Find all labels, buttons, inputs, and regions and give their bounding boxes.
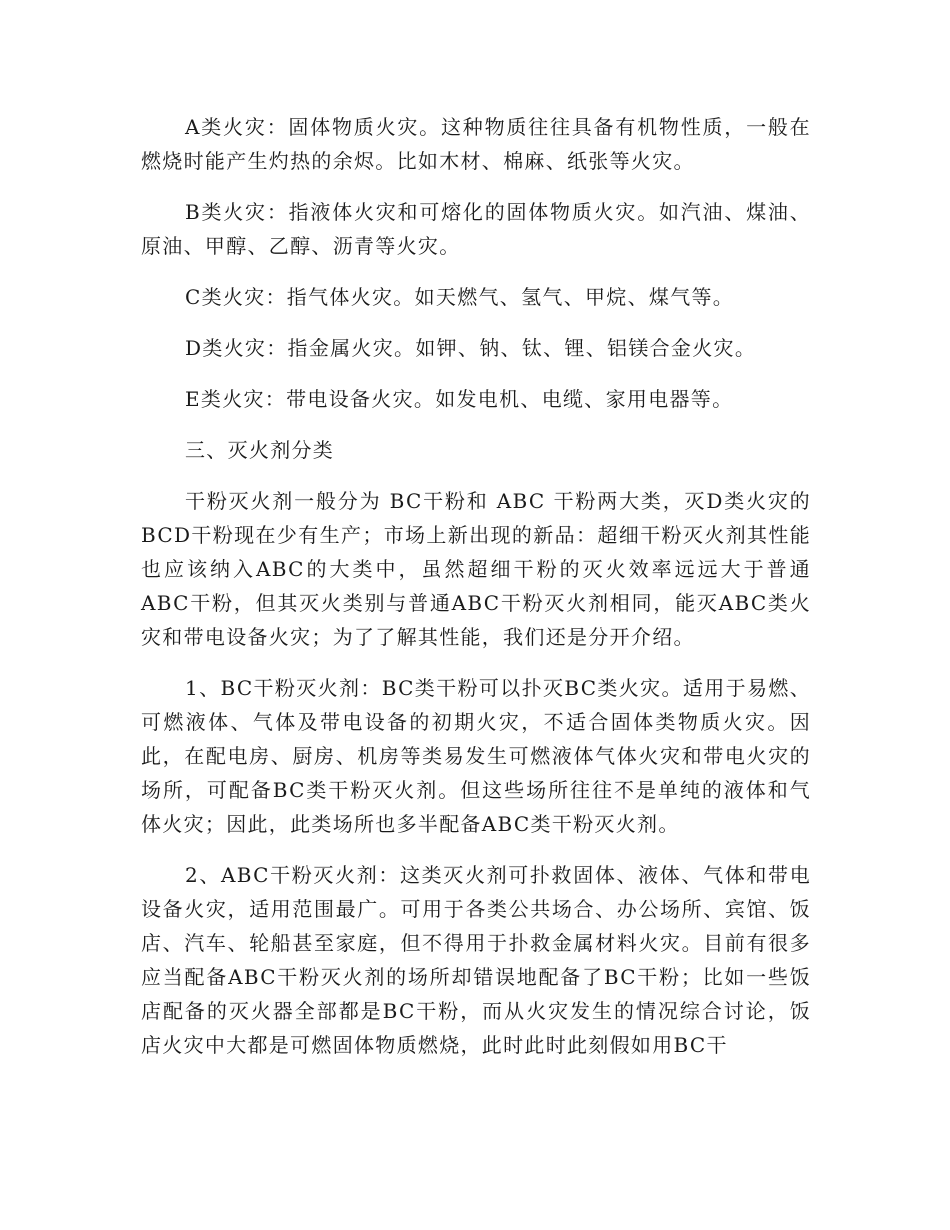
paragraph-bc-dry-powder: 1、BC干粉灭火剂：BC类干粉可以扑灭BC类火灾。适用于易燃、可燃液体、气体及带电设备的初期火灾，不适合固体类物质火灾。因此，在配电房、厨房、机房等类易发生可燃液体气体火灾和带电火灾的场所，可配备BC类干粉灭火剂。但这些场所往往不是单纯的液体和气体火灾；因此，此类场所也多半配备ABC类干粉灭火剂。 — [141, 676, 811, 836]
paragraph-abc-dry-powder: 2、ABC干粉灭火剂：这类灭火剂可扑救固体、液体、气体和带电设备火灾，适用范围最广。可用于各类公共场合、办公场所、宾馆、饭店、汽车、轮船甚至家庭，但不得用于扑救金属材料火灾。目前有很多应当配备ABC干粉灭火剂的场所却错误地配备了BC干粉；比如一些饭店配备的灭火器全部都是BC干粉，而从火灾发生的情况综合讨论，饭店火灾中大都是可燃固体物质燃烧，此时此时此刻假如用BC干 — [141, 863, 811, 1057]
paragraph-class-b-fire: B类火灾：指液体火灾和可熔化的固体物质火灾。如汽油、煤油、原油、甲醇、乙醇、沥青等火灾。 — [141, 200, 811, 258]
paragraph-dry-powder-overview: 干粉灭火剂一般分为 BC干粉和 ABC 干粉两大类，灭D类火灾的BCD干粉现在少有生产；市场上新出现的新品：超细干粉灭火剂其性能也应该纳入ABC的大类中，虽然超细干粉的灭火效率远远大于普通ABC干粉，但其灭火类别与普通ABC干粉灭火剂相同，能灭ABC类火灾和带电设备火灾；为了了解其性能，我们还是分开介绍。 — [141, 489, 811, 649]
paragraph-class-a-fire: A类火灾：固体物质火灾。这种物质往往具备有机物性质，一般在燃烧时能产生灼热的余烬。比如木材、棉麻、纸张等火灾。 — [141, 115, 811, 173]
paragraph-class-e-fire: E类火灾：带电设备火灾。如发电机、电缆、家用电器等。 — [185, 387, 734, 411]
paragraph-class-c-fire: C类火灾：指气体火灾。如天燃气、氢气、甲烷、煤气等。 — [185, 285, 735, 309]
section-heading-extinguishing-agents: 三、灭火剂分类 — [185, 438, 335, 462]
paragraph-class-d-fire: D类火灾：指金属火灾。如钾、钠、钛、锂、铝镁合金火灾。 — [185, 336, 757, 360]
document-body — [141, 110, 811, 1079]
